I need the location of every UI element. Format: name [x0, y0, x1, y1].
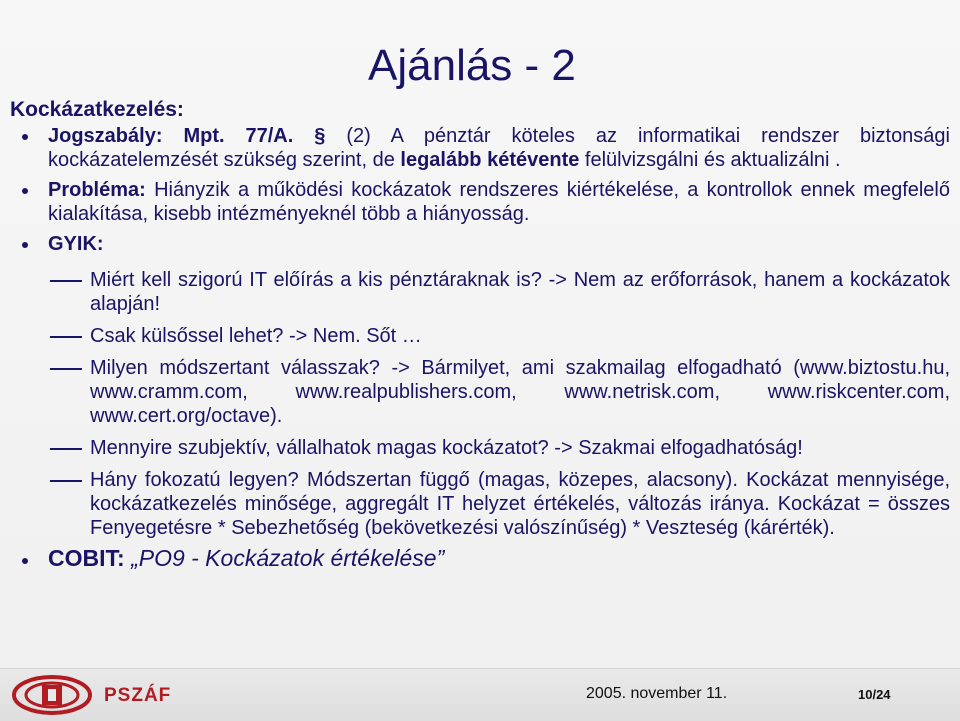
- faq-item-text: Hány fokozatú legyen? Módszertan függő (magas, közepes, alacsony). Kockázat mennyisége, kockázatkezelés minősége, aggregált IT helyzet értékelés, változás iránya. Kockázat = összes Fenyegetésre * Sebezhetőség (bekövetkezési valószínűség) * Veszteség (kárérték).: [90, 469, 950, 539]
- bullet-problem: [10, 178, 950, 226]
- faq-item-text: Miért kell szigorú IT előírás a kis pénztáraknak is? -> Nem az erőforrások, hanem a kockázatok alapján!: [90, 269, 950, 315]
- pszaf-logo: [12, 675, 172, 715]
- law-label: Jogszabály: Mpt. 77/A.: [48, 125, 294, 147]
- footer-date: 2005. november 11.: [586, 685, 728, 702]
- section-heading: Kockázatkezelés:: [10, 98, 184, 121]
- paragraph-sign: §: [314, 125, 326, 147]
- faq-item-text: Csak külsőssel lehet? -> Nem. Sőt …: [90, 325, 422, 347]
- pszaf-emblem-icon: [12, 675, 92, 715]
- faq-item: [10, 268, 950, 316]
- faq-item-text: Mennyire szubjektív, vállalhatok magas kockázatot? -> Szakmai elfogadhatóság!: [90, 437, 803, 459]
- bullet-law: [10, 124, 950, 172]
- bullet-faq: [10, 232, 950, 256]
- law-emphasis: legalább kétévente: [400, 149, 580, 171]
- faq-item: [10, 356, 950, 428]
- dash-marker: [50, 368, 82, 370]
- cobit-label: COBIT:: [48, 545, 125, 571]
- dash-marker: [50, 448, 82, 450]
- dash-marker: [50, 480, 82, 482]
- faq-item: [10, 324, 950, 348]
- law-text-2: felülvizsgálni és aktualizálni .: [584, 149, 841, 171]
- bullet-cobit: [10, 546, 950, 570]
- page-number: 10/24: [858, 687, 891, 702]
- bullet-dot: [22, 242, 28, 248]
- faq-item: [10, 436, 950, 460]
- slide-title: Ajánlás - 2: [368, 41, 576, 90]
- faq-label: GYIK:: [48, 233, 104, 255]
- cobit-text: „PO9 - Kockázatok értékelése”: [131, 545, 445, 571]
- bullet-dot: [22, 558, 28, 564]
- bullet-dot: [22, 188, 28, 194]
- faq-item: [10, 468, 950, 540]
- slide-content: [10, 124, 950, 570]
- law-text-1: (2) A pénztár köteles az informatikai rendszer biztonsági kockázatelemzését szükség szerint, de: [48, 125, 950, 171]
- dash-marker: [50, 280, 82, 282]
- dash-marker: [50, 336, 82, 338]
- bullet-dot: [22, 134, 28, 140]
- problem-label: Probléma:: [48, 179, 146, 201]
- brand-name: PSZÁF: [104, 685, 172, 706]
- footer: [0, 668, 960, 721]
- problem-text: Hiányzik a működési kockázatok rendszeres kiértékelése, a kontrollok ennek megfelelő kialakítása, kisebb intézményeknél több a hiányosság.: [48, 179, 951, 225]
- faq-item-text: Milyen módszertant válasszak? -> Bármilyet, ami szakmailag elfogadható (www.biztostu.hu, www.cramm.com, www.realpublishers.com, www.netrisk.com, www.riskcenter.com, www.cert.org/octave).: [90, 357, 950, 427]
